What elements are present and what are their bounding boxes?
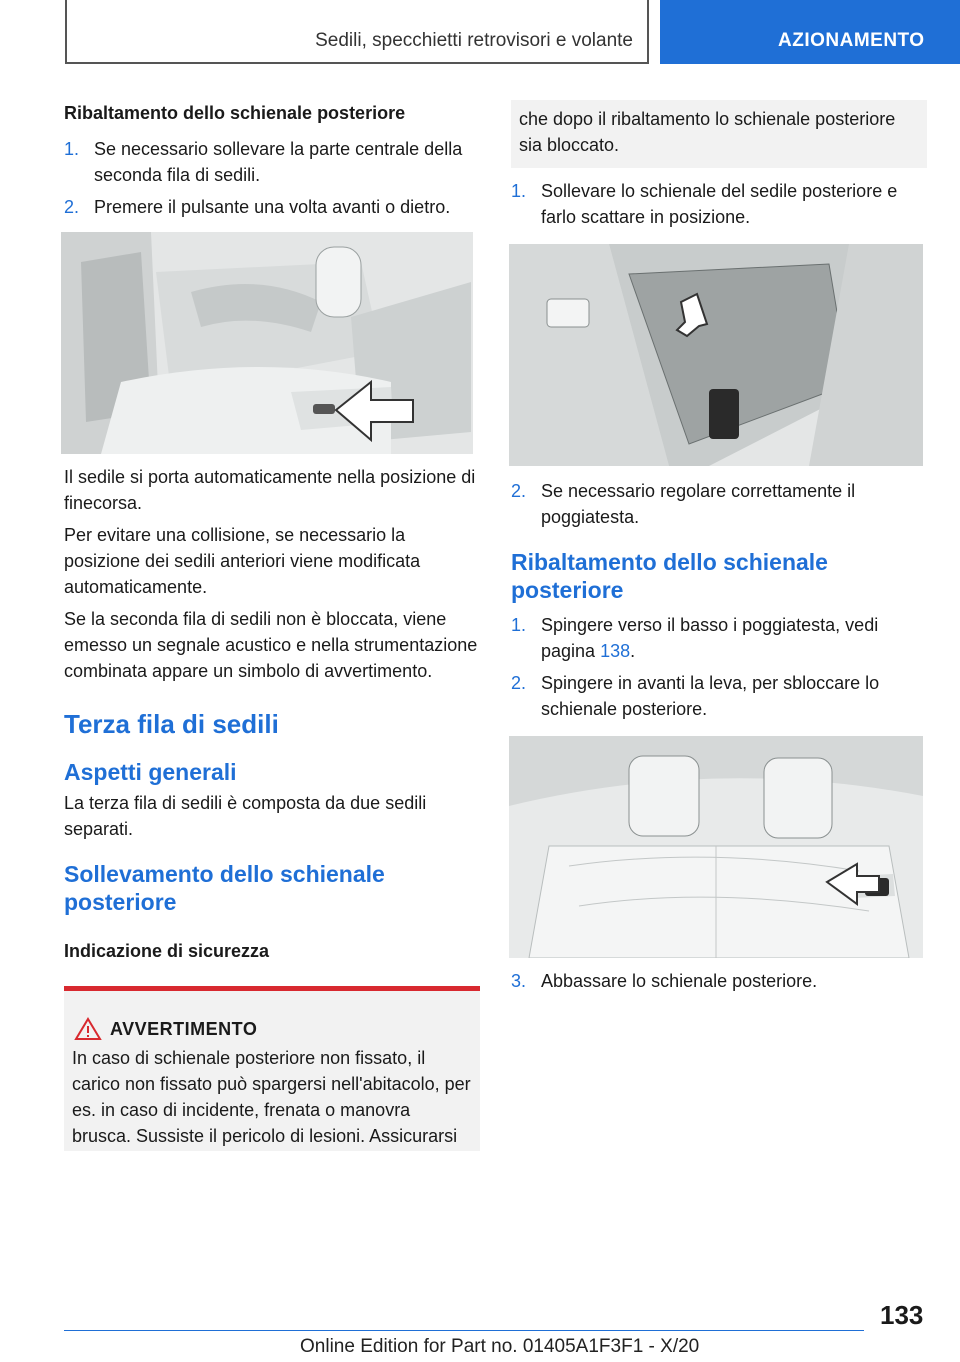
step-text: Spingere verso il basso i poggiatesta, vedi pagina — [541, 615, 879, 661]
steps-list-right-b — [511, 478, 927, 530]
paragraph: La terza fila di sedili è composta da due sedili separati. — [64, 793, 427, 839]
heading-ribaltamento-schienale: Ribaltamento dello schienale posteriore — [511, 549, 828, 603]
list-item — [511, 178, 927, 230]
heading-aspetti-generali: Aspetti generali — [64, 759, 237, 785]
header-chapter-tab[interactable] — [660, 0, 960, 64]
backrest-raise-illustration — [509, 244, 923, 466]
step-number: 1. — [64, 139, 80, 159]
step-text: Spingere in avanti la leva, per sbloccare lo schienale posteriore. — [541, 673, 880, 719]
page-number: 133 — [880, 1300, 924, 1330]
step-text: Premere il pulsante una volta avanti o dietro. — [94, 197, 451, 217]
step-number: 1. — [511, 615, 527, 635]
list-item — [511, 612, 927, 664]
step-text: Se necessario sollevare la parte centrale della seconda fila di sedili. — [94, 139, 463, 185]
steps-list-right-a — [511, 178, 927, 230]
step-text: Se necessario regolare correttamente il poggiatesta. — [541, 481, 856, 527]
warning-text-continued: che dopo il ribaltamento lo schienale posteriore sia bloccato. — [519, 109, 896, 155]
step-number: 3. — [511, 971, 527, 991]
step-number: 2. — [511, 481, 527, 501]
paragraph: Per evitare una collisione, se necessario la posizione dei sedili anteriori viene modificata automaticamente. — [64, 525, 421, 597]
heading-sollevamento: Sollevamento dello schienale posteriore — [64, 861, 385, 915]
step-number: 1. — [511, 181, 527, 201]
steps-list-right-c — [511, 612, 927, 722]
steps-list-left — [64, 136, 480, 220]
steps-list-right-d — [511, 968, 927, 994]
left-column — [64, 100, 480, 1151]
warning-triangle-icon — [74, 1017, 102, 1041]
footer-edition: Online Edition for Part no. 01405A1F3F1 - X/20 — [300, 1336, 700, 1357]
list-item — [511, 478, 927, 530]
step-text-end: . — [630, 641, 636, 661]
paragraph: Se la seconda fila di sedili non è bloccata, viene emesso un segnale acustico e nella strumentazione combinata appare un simbolo di avvertimento. — [64, 609, 478, 681]
warning-title: AVVERTIMENTO — [110, 1018, 258, 1039]
step-number: 2. — [64, 197, 80, 217]
heading-ribaltamento: Ribaltamento dello schienale posteriore — [64, 103, 406, 123]
header-section-box — [65, 0, 649, 64]
step-text: Abbassare lo schienale posteriore. — [541, 971, 818, 991]
warning-text: In caso di schienale posteriore non fissato, il carico non fissato può spargersi nell'abitacolo, per es. in caso di incidente, frenata o manovra brusca. Sussiste il pericolo di lesioni. Assicurarsi — [72, 1048, 471, 1146]
warning-continuation — [511, 100, 927, 168]
warning-box — [64, 986, 480, 1151]
step-text: Sollevare lo schienale del sedile posteriore e farlo scattare in posizione. — [541, 181, 898, 227]
list-item — [64, 136, 480, 188]
section-title: Sedili, specchietti retrovisori e volante — [315, 30, 633, 51]
page-link[interactable]: 138 — [600, 641, 631, 661]
chapter-label: AZIONAMENTO — [778, 30, 925, 51]
heading-sicurezza: Indicazione di sicurezza — [64, 941, 270, 961]
third-row-lever-illustration — [509, 736, 923, 958]
list-item — [511, 670, 927, 722]
footer-divider — [64, 1330, 864, 1331]
list-item — [511, 968, 927, 994]
step-number: 2. — [511, 673, 527, 693]
paragraph: Il sedile si porta automaticamente nella posizione di finecorsa. — [64, 467, 476, 513]
warning-title-row — [74, 1017, 472, 1041]
right-column — [511, 100, 927, 998]
list-item — [64, 194, 480, 220]
heading-terza-fila: Terza fila di sedili — [64, 709, 279, 739]
seat-button-illustration — [61, 232, 473, 454]
